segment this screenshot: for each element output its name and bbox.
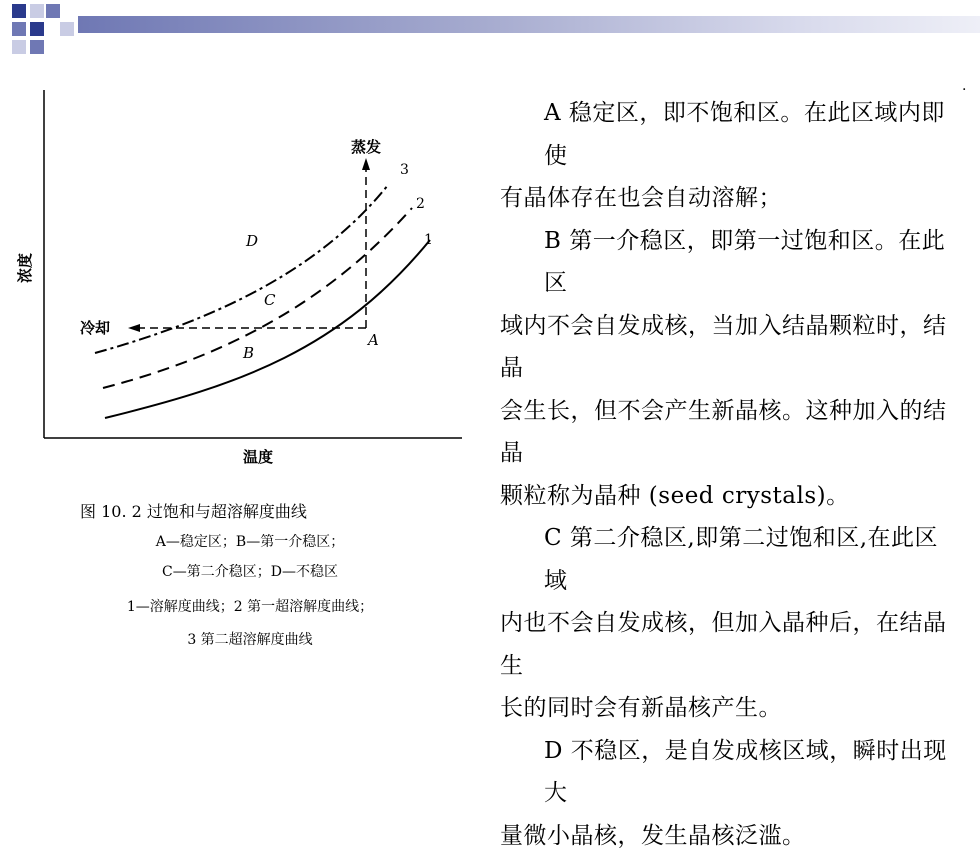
header-square-6 — [60, 22, 74, 36]
para-c-line-3: 长的同时会有新晶核产生。 — [500, 687, 952, 730]
region-label-d: D — [245, 232, 258, 250]
curve-number-3: 3 — [400, 162, 409, 178]
y-axis-label: 浓度 — [16, 253, 34, 283]
solubility-curve-1 — [105, 240, 430, 418]
para-c-line-2: 内也不会自发成核，但加入晶种后，在结晶生 — [500, 602, 952, 687]
cooling-label: 冷却 — [80, 319, 110, 337]
region-label-a: A — [366, 331, 379, 349]
figure-caption-line-1: A—稳定区；B—第一介稳区； — [20, 530, 480, 554]
header-square-4 — [12, 22, 26, 36]
header-square-8 — [12, 40, 26, 54]
para-b-line-4: 颗粒称为晶种 (seed crystals)。 — [500, 475, 952, 518]
region-label-b: B — [242, 344, 254, 362]
header-square-7 — [30, 40, 44, 54]
header-square-3 — [46, 4, 60, 18]
para-d-line-1: D 不稳区，是自发成核区域，瞬时出现大 — [500, 730, 952, 815]
figure-caption-line-2: C—第二介稳区；D—不稳区 — [20, 560, 480, 584]
explanation-text — [500, 92, 952, 857]
para-a-line-2: 有晶体存在也会自动溶解； — [500, 177, 952, 220]
evaporation-label: 蒸发 — [351, 138, 381, 156]
header-square-2 — [30, 4, 44, 18]
para-d-line-2: 量微小晶核，发生晶核泛滥。 — [500, 815, 952, 857]
curve-number-2: 2 — [416, 196, 425, 212]
para-b-line-2: 域内不会自发成核，当加入结晶颗粒时，结晶 — [500, 305, 952, 390]
para-b-line-1: B 第一介稳区，即第一过饱和区。在此区 — [500, 220, 952, 305]
evaporation-arrowhead — [362, 158, 370, 170]
para-a-line-1: A 稳定区，即不饱和区。在此区域内即使 — [500, 92, 952, 177]
figure-caption-line-3: 1—溶解度曲线；2 第一超溶解度曲线； — [20, 595, 480, 619]
header-bar — [78, 16, 980, 33]
x-axis-label: 温度 — [243, 448, 273, 466]
header-square-1 — [12, 4, 26, 18]
figure-caption-title: 图 10. 2 过饱和与超溶解度曲线 — [60, 500, 500, 524]
para-c-line-1: C 第二介稳区,即第二过饱和区,在此区域 — [500, 517, 952, 602]
region-label-c: C — [264, 291, 276, 309]
para-b-line-3: 会生长，但不会产生新晶核。这种加入的结晶 — [500, 390, 952, 475]
header-square-5 — [30, 22, 44, 36]
cooling-arrowhead — [128, 324, 140, 332]
figure-caption-line-4: 3 第二超溶解度曲线 — [20, 628, 480, 652]
stray-mark: · — [962, 82, 966, 98]
supersolubility-diagram — [0, 80, 490, 480]
curve-number-1: 1 — [424, 232, 433, 248]
